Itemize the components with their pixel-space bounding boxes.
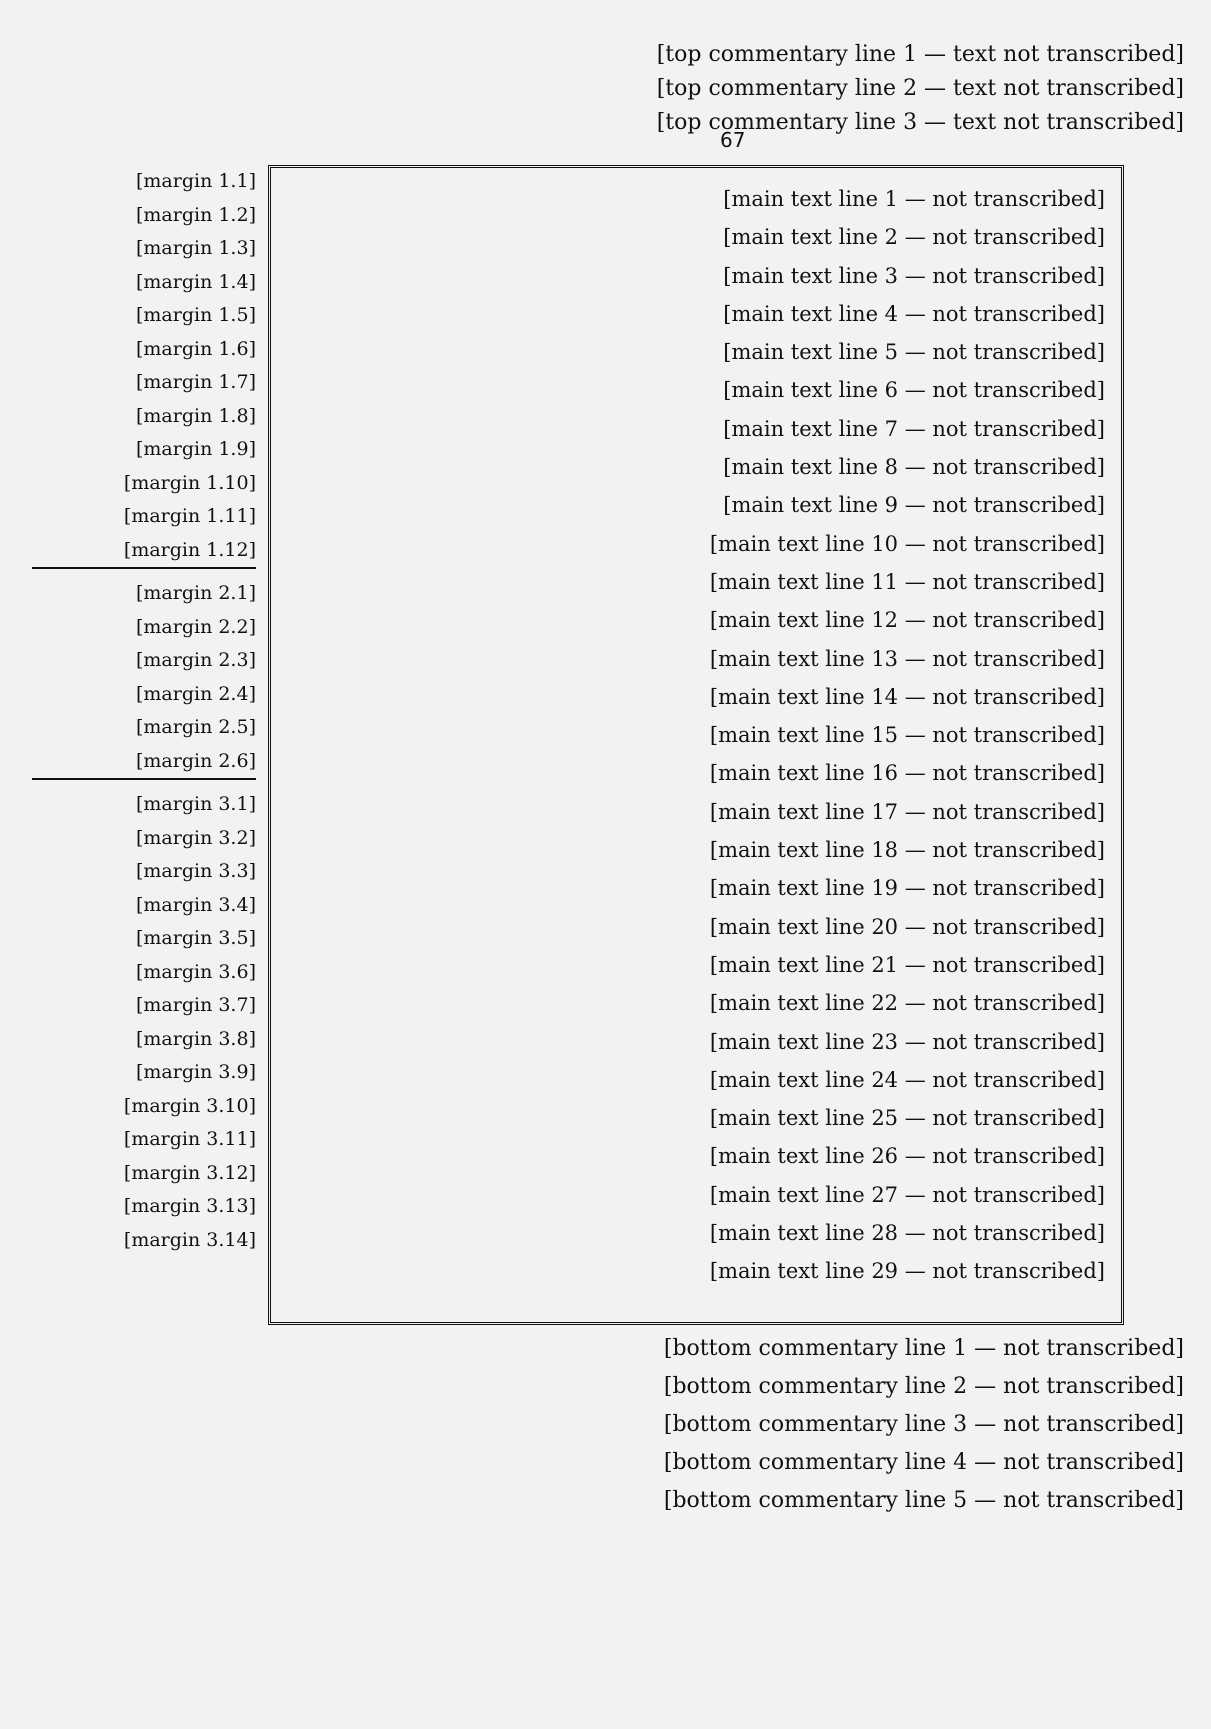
header-line: [top commentary line 2 — text not transcribed]: [656, 76, 1184, 101]
main-text-line: [main text line 25 — not transcribed]: [709, 1106, 1105, 1131]
main-text-line: [main text line 6 — not transcribed]: [723, 378, 1105, 403]
footer-line: [bottom commentary line 5 — not transcribed]: [663, 1488, 1184, 1513]
margin-line: [margin 2.2]: [135, 615, 256, 638]
header-line: [top commentary line 1 — text not transcribed]: [656, 42, 1184, 67]
margin-line: [margin 1.6]: [135, 337, 256, 360]
footer-commentary: [44, 1330, 1184, 1520]
margin-line: [margin 3.3]: [135, 860, 256, 882]
margin-line: [margin 2.4]: [135, 682, 256, 705]
main-text-line: [main text line 29 — not transcribed]: [709, 1259, 1105, 1284]
main-text-line: [main text line 22 — not transcribed]: [709, 991, 1105, 1016]
main-text-line: [main text line 19 — not transcribed]: [709, 876, 1105, 901]
main-text-line: [main text line 1 — not transcribed]: [723, 187, 1105, 211]
header-line: [top commentary line 3 — text not transcribed]: [656, 110, 1184, 135]
main-text-line: [main text line 18 — not transcribed]: [709, 838, 1105, 863]
main-text-line: [main text line 15 — not transcribed]: [709, 723, 1105, 748]
margin-line: [margin 1.10]: [123, 471, 256, 494]
margin-line: [margin 3.13]: [123, 1195, 256, 1217]
margin-line: [margin 2.6]: [135, 749, 256, 772]
margin-line: [margin 3.1]: [135, 793, 256, 815]
margin-line: [margin 1.1]: [135, 170, 256, 192]
main-text-line: [main text line 13 — not transcribed]: [709, 646, 1105, 671]
margin-line: [margin 3.6]: [135, 960, 256, 983]
main-text-frame: [268, 165, 1124, 1325]
main-text-line: [main text line 28 — not transcribed]: [709, 1221, 1105, 1246]
margin-line: [margin 1.3]: [135, 237, 256, 259]
margin-line: [margin 2.3]: [135, 649, 256, 671]
main-text-line: [main text line 21 — not transcribed]: [709, 952, 1105, 977]
margin-line: [margin 1.11]: [123, 505, 256, 527]
main-text-line: [main text line 20 — not transcribed]: [709, 914, 1105, 939]
main-text-line: [main text line 14 — not transcribed]: [709, 684, 1105, 709]
margin-line: [margin 3.8]: [135, 1027, 256, 1050]
margin-line: [margin 1.5]: [135, 304, 256, 326]
main-text-line: [main text line 9 — not transcribed]: [723, 493, 1105, 518]
main-text-line: [main text line 7 — not transcribed]: [723, 416, 1105, 441]
margin-line: [margin 3.4]: [135, 893, 256, 916]
margin-line: [margin 1.2]: [135, 203, 256, 226]
main-text-line: [main text line 11 — not transcribed]: [709, 569, 1105, 594]
margin-line: [margin 2.1]: [135, 582, 256, 604]
main-text-line: [main text line 24 — not transcribed]: [709, 1067, 1105, 1092]
main-text-line: [main text line 2 — not transcribed]: [723, 225, 1105, 250]
margin-section: [32, 577, 256, 780]
margin-line: [margin 1.12]: [123, 538, 256, 561]
margin-commentary: [32, 165, 256, 1325]
main-text-line: [main text line 16 — not transcribed]: [709, 761, 1105, 786]
main-text-line: [main text line 27 — not transcribed]: [709, 1182, 1105, 1207]
margin-line: [margin 3.11]: [123, 1128, 256, 1150]
main-text-line: [main text line 17 — not transcribed]: [709, 799, 1105, 824]
footer-line: [bottom commentary line 1 — not transcribed]: [663, 1336, 1184, 1361]
margin-line: [margin 3.2]: [135, 826, 256, 849]
main-text-line: [main text line 5 — not transcribed]: [723, 340, 1105, 365]
margin-line: [margin 1.7]: [135, 371, 256, 393]
main-text-line: [main text line 23 — not transcribed]: [709, 1029, 1105, 1054]
main-text-line: [main text line 8 — not transcribed]: [723, 455, 1105, 480]
main-text-line: [main text line 12 — not transcribed]: [709, 608, 1105, 633]
main-text-line: [main text line 10 — not transcribed]: [709, 531, 1105, 556]
page-number: 67: [720, 128, 746, 152]
margin-line: [margin 1.4]: [135, 270, 256, 293]
margin-line: [margin 2.5]: [135, 716, 256, 738]
footer-line: [bottom commentary line 3 — not transcribed]: [663, 1412, 1184, 1437]
main-text-line: [main text line 26 — not transcribed]: [709, 1144, 1105, 1169]
margin-line: [margin 3.12]: [123, 1161, 256, 1184]
margin-line: [margin 3.10]: [123, 1094, 256, 1117]
margin-section: [32, 165, 256, 569]
margin-line: [margin 3.9]: [135, 1061, 256, 1083]
main-text-line: [main text line 4 — not transcribed]: [723, 301, 1105, 326]
margin-line: [margin 1.8]: [135, 404, 256, 427]
margin-section: [32, 788, 256, 1257]
footer-line: [bottom commentary line 4 — not transcribed]: [663, 1450, 1184, 1475]
header-commentary: [44, 38, 1184, 140]
margin-line: [margin 3.5]: [135, 927, 256, 949]
footer-line: [bottom commentary line 2 — not transcribed]: [663, 1374, 1184, 1399]
main-text-line: [main text line 3 — not transcribed]: [723, 263, 1105, 288]
margin-line: [margin 3.7]: [135, 994, 256, 1016]
margin-line: [margin 1.9]: [135, 438, 256, 460]
margin-line: [margin 3.14]: [123, 1228, 256, 1251]
